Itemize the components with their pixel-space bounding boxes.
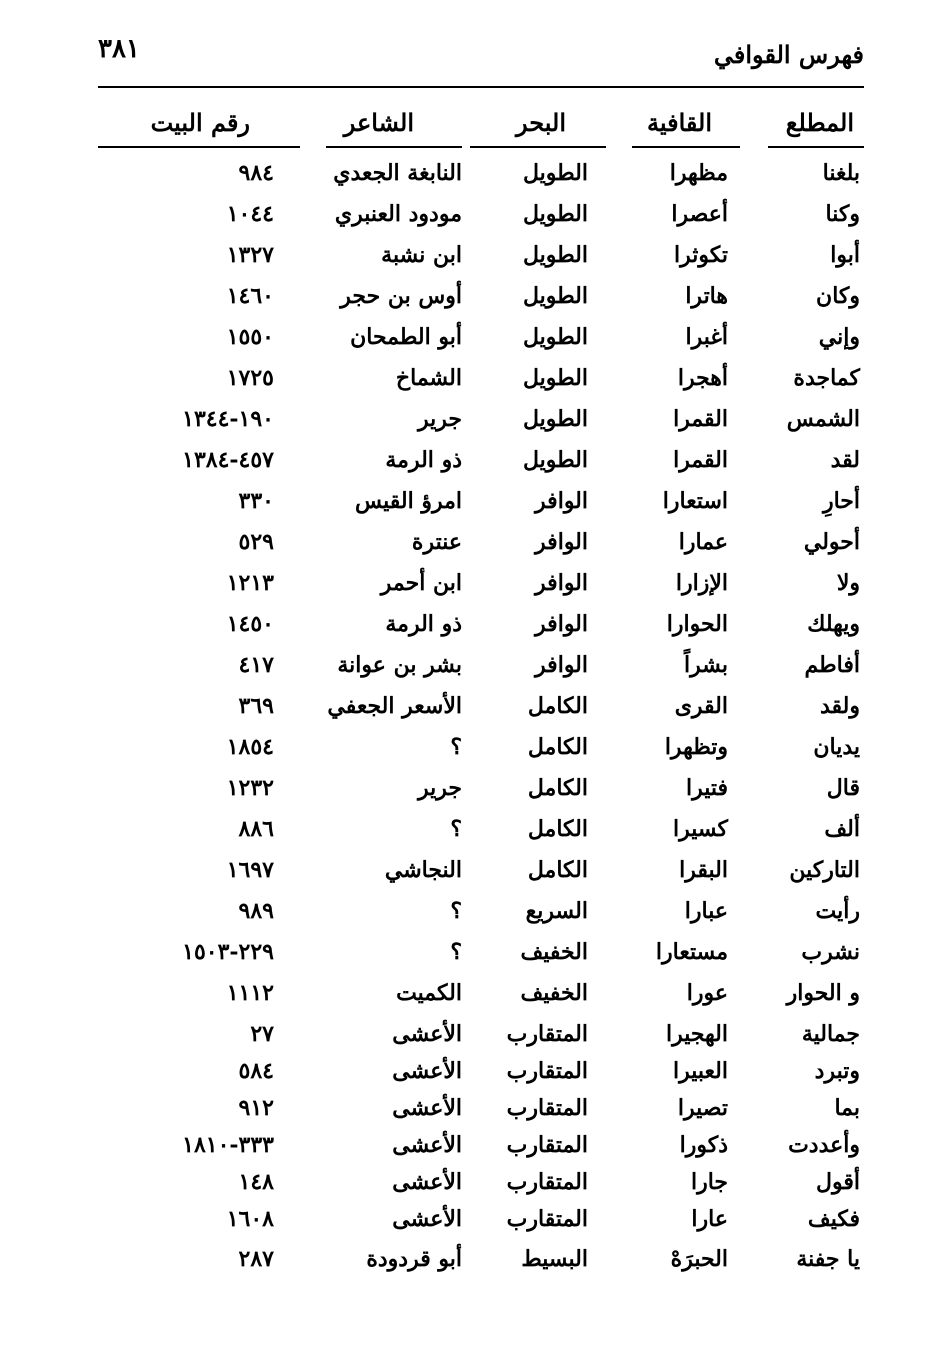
cell-poet: جرير bbox=[418, 775, 462, 801]
cell-poet: أبو الطمحان bbox=[350, 324, 462, 350]
cell-opening: قال bbox=[826, 775, 860, 801]
cell-rhyme: القمرا bbox=[673, 447, 728, 473]
cell-opening: وتبرد bbox=[814, 1058, 860, 1084]
cell-rhyme: العبيرا bbox=[673, 1058, 728, 1084]
table-row bbox=[0, 324, 932, 365]
cell-opening: أحارِ bbox=[822, 488, 860, 514]
cell-opening: ولقد bbox=[819, 693, 860, 719]
cell-poet: ابن أحمر bbox=[380, 570, 462, 596]
cell-opening: ألف bbox=[824, 816, 860, 842]
cell-verse-number: ١٤٦٠ bbox=[226, 283, 274, 309]
cell-meter: الطويل bbox=[522, 283, 588, 309]
table-row bbox=[0, 898, 932, 939]
cell-poet: مودود العنبري bbox=[334, 201, 462, 227]
page-title: فهرس القوافي bbox=[713, 40, 864, 69]
table-row bbox=[0, 611, 932, 652]
cell-meter: الوافر bbox=[535, 611, 588, 637]
cell-poet: الشماخ bbox=[395, 365, 462, 391]
cell-poet: عنترة bbox=[411, 529, 462, 555]
cell-verse-number: ٢٢٩-١٥٠٣ bbox=[182, 939, 274, 965]
cell-meter: الوافر bbox=[535, 529, 588, 555]
cell-verse-number: ٤٥٧-١٣٨٤ bbox=[182, 447, 274, 473]
cell-poet: الأعشى bbox=[392, 1169, 462, 1195]
cell-rhyme: البقرا bbox=[679, 857, 728, 883]
cell-opening: بلغنا bbox=[822, 160, 860, 186]
cell-opening: ولا bbox=[836, 570, 860, 596]
cell-poet: ؟ bbox=[450, 898, 462, 924]
cell-verse-number: ٩٨٩ bbox=[238, 898, 274, 924]
cell-verse-number: ١٢٣٢ bbox=[226, 775, 274, 801]
cell-rhyme: عبارا bbox=[684, 898, 728, 924]
table-row bbox=[0, 160, 932, 201]
cell-meter: الطويل bbox=[522, 160, 588, 186]
cell-poet: الأسعر الجعفي bbox=[327, 693, 462, 719]
cell-rhyme: القمرا bbox=[673, 406, 728, 432]
cell-meter: الطويل bbox=[522, 365, 588, 391]
cell-rhyme: أهجرا bbox=[677, 365, 728, 391]
table-row bbox=[0, 734, 932, 775]
cell-poet: ذو الرمة bbox=[385, 447, 462, 473]
cell-verse-number: ٣٣٠ bbox=[238, 488, 274, 514]
cell-rhyme: فتيرا bbox=[685, 775, 728, 801]
table-row bbox=[0, 570, 932, 611]
cell-meter: الوافر bbox=[535, 652, 588, 678]
cell-meter: الكامل bbox=[527, 693, 588, 719]
cell-verse-number: ١٣٢٧ bbox=[226, 242, 274, 268]
cell-meter: الطويل bbox=[522, 324, 588, 350]
table-row bbox=[0, 775, 932, 816]
cell-meter: الطويل bbox=[522, 447, 588, 473]
page-number: ٣٨١ bbox=[98, 34, 140, 64]
cell-poet: الكميت bbox=[396, 980, 462, 1006]
cell-verse-number: ١٢١٣ bbox=[226, 570, 274, 596]
cell-poet: جرير bbox=[418, 406, 462, 432]
cell-rhyme: تكوثرا bbox=[673, 242, 728, 268]
cell-meter: الكامل bbox=[527, 857, 588, 883]
cell-opening: رأيت bbox=[815, 898, 860, 924]
cell-opening: و الحوار bbox=[786, 980, 860, 1006]
table-row bbox=[0, 1058, 932, 1099]
cell-verse-number: ٨٨٦ bbox=[238, 816, 274, 842]
cell-opening: أبوا bbox=[830, 242, 860, 268]
table-row bbox=[0, 816, 932, 857]
cell-poet: الأعشى bbox=[392, 1058, 462, 1084]
cell-verse-number: ٢٧ bbox=[250, 1021, 274, 1047]
cell-poet: النجاشي bbox=[384, 857, 462, 883]
cell-opening: أفاطم bbox=[804, 652, 860, 678]
table-row bbox=[0, 939, 932, 980]
cell-verse-number: ٥٨٤ bbox=[238, 1058, 274, 1084]
cell-rhyme: عمارا bbox=[678, 529, 728, 555]
cell-meter: المتقارب bbox=[506, 1206, 588, 1232]
cell-meter: الطويل bbox=[522, 201, 588, 227]
table-row bbox=[0, 980, 932, 1021]
cell-opening: وكنا bbox=[825, 201, 860, 227]
cell-rhyme: الحبرَهْ bbox=[670, 1246, 728, 1272]
cell-poet: الأعشى bbox=[392, 1021, 462, 1047]
cell-rhyme: أغبرا bbox=[685, 324, 728, 350]
table-row bbox=[0, 1095, 932, 1136]
table-row bbox=[0, 365, 932, 406]
table-row bbox=[0, 447, 932, 488]
cell-rhyme: مستعارا bbox=[655, 939, 728, 965]
cell-poet: ذو الرمة bbox=[385, 611, 462, 637]
cell-verse-number: ١٦٠٨ bbox=[226, 1206, 274, 1232]
cell-verse-number: ٣٦٩ bbox=[238, 693, 274, 719]
cell-poet: أوس بن حجر bbox=[340, 283, 462, 309]
cell-meter: المتقارب bbox=[506, 1058, 588, 1084]
cell-verse-number: ٣٣٣-١٨١٠ bbox=[182, 1132, 274, 1158]
column-rule-meter bbox=[470, 146, 606, 148]
cell-verse-number: ٩٨٤ bbox=[238, 160, 274, 186]
cell-meter: السريع bbox=[525, 898, 588, 924]
table-row bbox=[0, 1132, 932, 1173]
cell-poet: امرؤ القيس bbox=[355, 488, 462, 514]
cell-opening: أحولي bbox=[803, 529, 860, 555]
cell-opening: التاركين bbox=[789, 857, 860, 883]
column-header-meter: البحر bbox=[516, 108, 566, 137]
cell-verse-number: ٢٨٧ bbox=[238, 1246, 274, 1272]
table-row bbox=[0, 1169, 932, 1210]
cell-rhyme: عورا bbox=[686, 980, 728, 1006]
cell-verse-number: ١٩٠-١٣٤٤ bbox=[182, 406, 274, 432]
cell-opening: فكيف bbox=[807, 1206, 860, 1232]
table-row bbox=[0, 693, 932, 734]
cell-opening: أقول bbox=[816, 1169, 860, 1195]
cell-meter: الخفيف bbox=[520, 980, 588, 1006]
cell-rhyme: الحوارا bbox=[666, 611, 728, 637]
cell-verse-number: ١٥٥٠ bbox=[226, 324, 274, 350]
column-header-rhyme: القافية bbox=[646, 108, 712, 137]
cell-rhyme: استعارا bbox=[662, 488, 728, 514]
cell-rhyme: مظهرا bbox=[669, 160, 728, 186]
cell-verse-number: ١١١٢ bbox=[226, 980, 274, 1006]
cell-rhyme: الهجيرا bbox=[665, 1021, 728, 1047]
cell-poet: ابن نشبة bbox=[381, 242, 462, 268]
cell-meter: الخفيف bbox=[520, 939, 588, 965]
cell-opening: وكان bbox=[816, 283, 860, 309]
cell-meter: الكامل bbox=[527, 734, 588, 760]
cell-rhyme: تصيرا bbox=[677, 1095, 728, 1121]
cell-opening: كماجدة bbox=[793, 365, 860, 391]
table-row bbox=[0, 652, 932, 693]
cell-rhyme: بشراً bbox=[684, 652, 728, 678]
cell-meter: الطويل bbox=[522, 406, 588, 432]
cell-opening: لقد bbox=[830, 447, 860, 473]
cell-rhyme: عارا bbox=[691, 1206, 728, 1232]
cell-poet: أبو قردودة bbox=[366, 1246, 462, 1272]
cell-poet: بشر بن عوانة bbox=[337, 652, 462, 678]
cell-opening: يديان bbox=[813, 734, 860, 760]
table-row bbox=[0, 242, 932, 283]
cell-opening: ويهلك bbox=[807, 611, 860, 637]
cell-meter: الوافر bbox=[535, 570, 588, 596]
cell-meter: البسيط bbox=[521, 1246, 588, 1272]
cell-meter: الوافر bbox=[535, 488, 588, 514]
cell-poet: ؟ bbox=[450, 734, 462, 760]
table-row bbox=[0, 529, 932, 570]
cell-poet: الأعشى bbox=[392, 1132, 462, 1158]
cell-opening: الشمس bbox=[786, 406, 860, 432]
header-rule bbox=[98, 86, 864, 88]
table-row bbox=[0, 488, 932, 529]
cell-rhyme: جارا bbox=[690, 1169, 728, 1195]
table-row bbox=[0, 857, 932, 898]
cell-poet: الأعشى bbox=[392, 1095, 462, 1121]
cell-meter: الكامل bbox=[527, 775, 588, 801]
cell-poet: النابغة الجعدي bbox=[333, 160, 462, 186]
cell-opening: وإني bbox=[818, 324, 860, 350]
cell-meter: الطويل bbox=[522, 242, 588, 268]
cell-rhyme: القرى bbox=[674, 693, 728, 719]
cell-opening: بما bbox=[834, 1095, 860, 1121]
column-rule-rhyme bbox=[632, 146, 740, 148]
column-header-poet: الشاعر bbox=[343, 108, 414, 137]
column-header-number: رقم البيت bbox=[150, 108, 250, 137]
column-rule-number bbox=[98, 146, 300, 148]
cell-rhyme: هاترا bbox=[685, 283, 728, 309]
cell-poet: الأعشى bbox=[392, 1206, 462, 1232]
table-row bbox=[0, 1021, 932, 1062]
table-row bbox=[0, 283, 932, 324]
cell-verse-number: ٩١٢ bbox=[238, 1095, 274, 1121]
cell-meter: المتقارب bbox=[506, 1095, 588, 1121]
cell-opening: وأعددت bbox=[788, 1132, 860, 1158]
cell-meter: المتقارب bbox=[506, 1132, 588, 1158]
column-rule-poet bbox=[326, 146, 462, 148]
cell-verse-number: ١٦٩٧ bbox=[226, 857, 274, 883]
cell-verse-number: ١٧٢٥ bbox=[226, 365, 274, 391]
cell-verse-number: ٤١٧ bbox=[238, 652, 274, 678]
cell-verse-number: ١٨٥٤ bbox=[226, 734, 274, 760]
table-row bbox=[0, 406, 932, 447]
cell-meter: المتقارب bbox=[506, 1021, 588, 1047]
cell-opening: يا جفنة bbox=[796, 1246, 860, 1272]
cell-opening: نشرب bbox=[801, 939, 860, 965]
cell-rhyme: أعصرا bbox=[671, 201, 728, 227]
cell-verse-number: ١٤٥٠ bbox=[226, 611, 274, 637]
cell-meter: الكامل bbox=[527, 816, 588, 842]
cell-rhyme: وتظهرا bbox=[664, 734, 728, 760]
table-header bbox=[0, 100, 932, 160]
cell-verse-number: ١٤٨ bbox=[238, 1169, 274, 1195]
cell-poet: ؟ bbox=[450, 816, 462, 842]
cell-verse-number: ١٠٤٤ bbox=[226, 201, 274, 227]
table-row bbox=[0, 1246, 932, 1287]
table-row bbox=[0, 1206, 932, 1247]
cell-rhyme: ذكورا bbox=[679, 1132, 728, 1158]
cell-rhyme: كسيرا bbox=[673, 816, 728, 842]
column-rule-opening bbox=[768, 146, 864, 148]
cell-poet: ؟ bbox=[450, 939, 462, 965]
cell-opening: جمالية bbox=[801, 1021, 860, 1047]
cell-meter: المتقارب bbox=[506, 1169, 588, 1195]
column-header-opening: المطلع bbox=[785, 108, 854, 137]
cell-rhyme: الإزارا bbox=[675, 570, 728, 596]
cell-verse-number: ٥٢٩ bbox=[238, 529, 274, 555]
table-row bbox=[0, 201, 932, 242]
